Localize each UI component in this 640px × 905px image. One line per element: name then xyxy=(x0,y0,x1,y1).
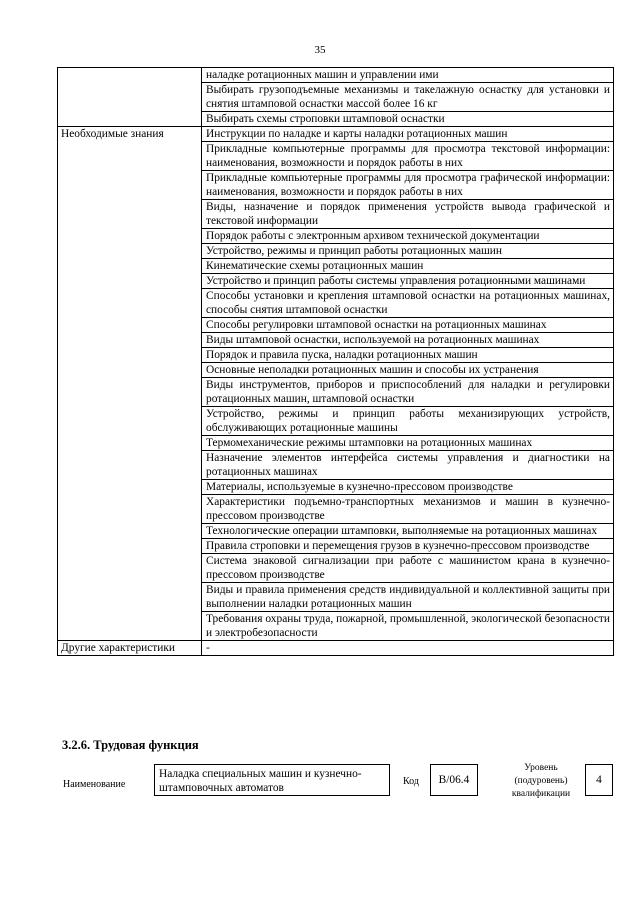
row-content: Способы регулировки штамповой оснастки на ротационных машинах xyxy=(202,318,614,333)
row-content: Виды инструментов, приборов и приспособлений для наладки и регулировки ротационных машин, штамповой оснастки xyxy=(202,378,614,407)
table-row xyxy=(58,641,614,656)
row-content: Виды, назначение и порядок применения устройств вывода графической и текстовой информации xyxy=(202,200,614,229)
row-content: Прикладные компьютерные программы для просмотра графической информации: наименования, возможности и порядок работы в них xyxy=(202,171,614,200)
section-title: 3.2.6. Трудовая функция xyxy=(62,738,199,752)
level-value: 4 xyxy=(585,764,613,796)
code-label: Код xyxy=(403,776,419,787)
table-row xyxy=(58,68,614,83)
row-content: Виды и правила применения средств индивидуальной и коллективной защиты при выполнении наладки ротационных машин xyxy=(202,583,614,612)
page-number: 35 xyxy=(314,44,326,56)
row-content: Материалы, используемые в кузнечно-прессовом производстве xyxy=(202,480,614,495)
row-content: Требования охраны труда, пожарной, промышленной, экологической безопасности и электробезопасности xyxy=(202,612,614,641)
row-content: Устройство и принцип работы системы управления ротационными машинами xyxy=(202,274,614,289)
row-content: Устройство, режимы и принцип работы механизирующих устройств, обслуживающих ротационные машины xyxy=(202,407,614,436)
table-row xyxy=(58,127,614,142)
row-content: Правила строповки и перемещения грузов в кузнечно-прессовом производстве xyxy=(202,539,614,554)
name-value: Наладка специальных машин и кузнечно-штамповочных автоматов xyxy=(154,764,390,796)
labor-function-header xyxy=(57,762,617,802)
row-content: Порядок и правила пуска, наладки ротационных машин xyxy=(202,348,614,363)
row-content: Выбирать грузоподъемные механизмы и такелажную оснастку для установки и снятия штамповой оснастки массой более 16 кг xyxy=(202,83,614,112)
row-label: Другие характеристики xyxy=(58,641,202,656)
row-content: Технологические операции штамповки, выполняемые на ротационных машинах xyxy=(202,524,614,539)
row-content: - xyxy=(202,641,614,656)
name-label: Наименование xyxy=(63,779,126,790)
code-value: B/06.4 xyxy=(430,764,478,796)
row-content: Способы установки и крепления штамповой оснастки на ротационных машинах, способы снятия штамповой оснастки xyxy=(202,289,614,318)
row-content: Устройство, режимы и принцип работы ротационных машин xyxy=(202,244,614,259)
row-content: Порядок работы с электронным архивом технической документации xyxy=(202,229,614,244)
requirements-table xyxy=(57,67,614,656)
row-label xyxy=(58,68,202,127)
row-content: Инструкции по наладке и карты наладки ротационных машин xyxy=(202,127,614,142)
row-label: Необходимые знания xyxy=(58,127,202,641)
row-content: Система знаковой сигнализации при работе с машинистом крана в кузнечно-прессовом производстве xyxy=(202,554,614,583)
row-content: Основные неполадки ротационных машин и способы их устранения xyxy=(202,363,614,378)
row-content: наладке ротационных машин и управлении ими xyxy=(202,68,614,83)
row-content: Виды штамповой оснастки, используемой на ротационных машинах xyxy=(202,333,614,348)
row-content: Характеристики подъемно-транспортных механизмов и машин в кузнечно-прессовом производстве xyxy=(202,495,614,524)
row-content: Назначение элементов интерфейса системы управления и диагностики на ротационных машинах xyxy=(202,451,614,480)
level-label-line-1: Уровень xyxy=(524,763,558,773)
row-content: Выбирать схемы строповки штамповой оснастки xyxy=(202,112,614,127)
row-content: Термомеханические режимы штамповки на ротационных машинах xyxy=(202,436,614,451)
level-label xyxy=(495,762,587,801)
level-label-line-3: квалификации xyxy=(511,789,571,799)
level-label-line-2: (подуровень) xyxy=(514,776,568,786)
row-content: Кинематические схемы ротационных машин xyxy=(202,259,614,274)
row-content: Прикладные компьютерные программы для просмотра текстовой информации: наименования, возможности и порядок работы в них xyxy=(202,142,614,171)
